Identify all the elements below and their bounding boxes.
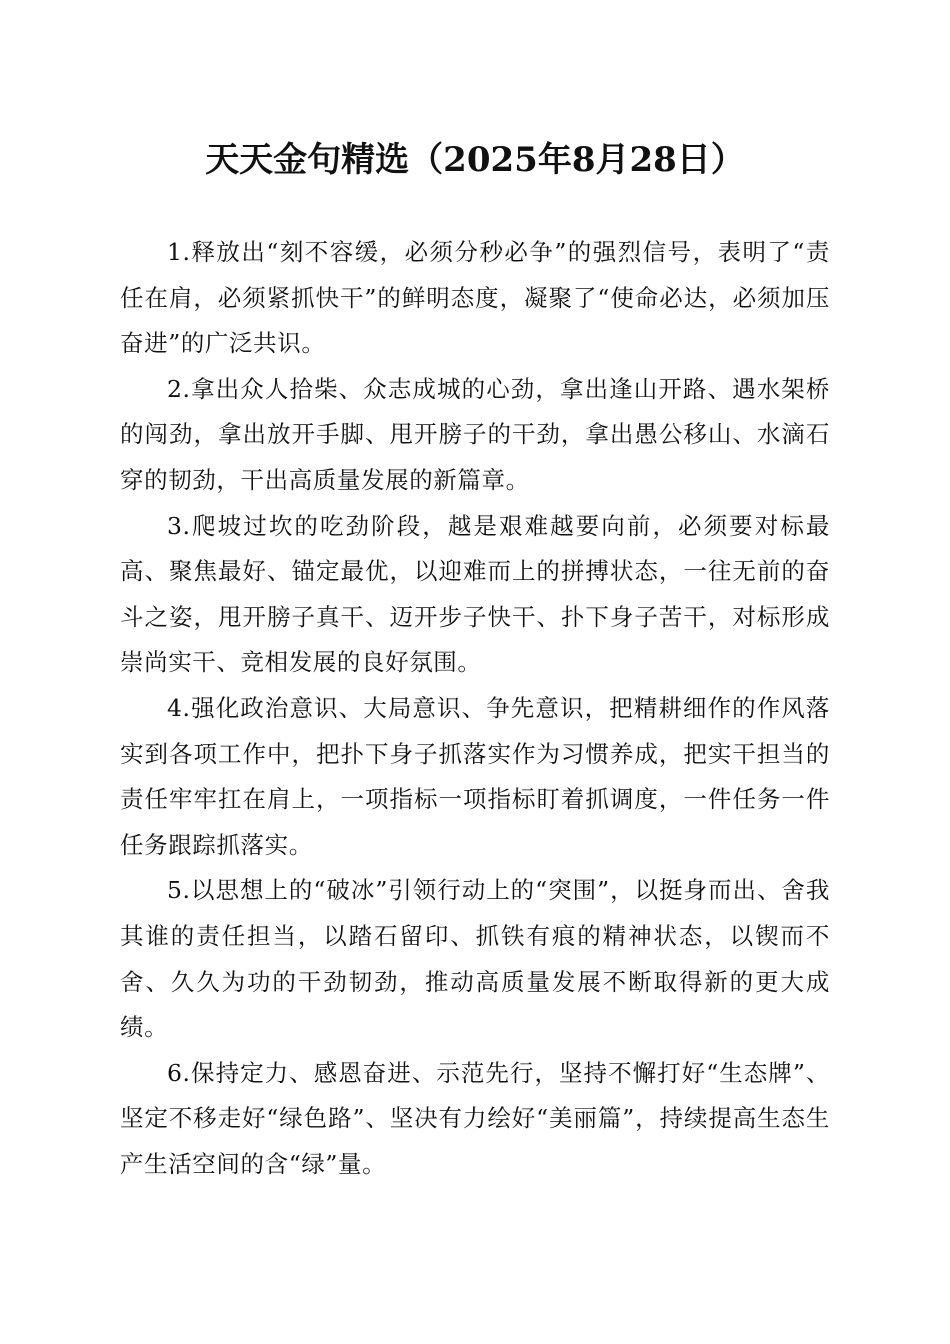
- paragraph-3: 3.爬坡过坎的吃劲阶段，越是艰难越要向前，必须要对标最高、聚焦最好、锚定最优，以迎难而上的拼搏状态，一往无前的奋斗之姿，甩开膀子真干、迈开步子快干、扑下身子苦干，对标形成崇尚实干、竞相发展的良好氛围。: [120, 511, 830, 677]
- paragraph-2: 2.拿出众人拾柴、众志成城的心劲，拿出逢山开路、遇水架桥的闯劲，拿出放开手脚、甩开膀子的干劲，拿出愚公移山、水滴石穿的韧劲，干出高质量发展的新篇章。: [120, 374, 830, 494]
- paragraph-4: 4.强化政治意识、大局意识、争先意识，把精耕细作的作风落实到各项工作中，把扑下身子抓落实作为习惯养成，把实干担当的责任牢牢扛在肩上，一项指标一项指标盯着抓调度，一件任务一件任务跟踪抓落实。: [120, 693, 830, 859]
- paragraph-5: 5.以思想上的“破冰”引领行动上的“突围”，以挺身而出、舍我其谁的责任担当，以踏石留印、抓铁有痕的精神状态，以锲而不舍、久久为功的干劲韧劲，推动高质量发展不断取得新的更大成绩。: [120, 876, 830, 1042]
- paragraph-6: 6.保持定力、感恩奋进、示范先行，坚持不懈打好“生态牌”、坚定不移走好“绿色路”、坚决有力绘好“美丽篇”，持续提高生态生产生活空间的含“绿”量。: [120, 1058, 830, 1178]
- document-body: [120, 230, 830, 1187]
- paragraph-1: 1.释放出“刻不容缓，必须分秒必争”的强烈信号，表明了“责任在肩，必须紧抓快干”的鲜明态度，凝聚了“使命必达，必须加压奋进”的广泛共识。: [120, 238, 830, 358]
- document-title: 天天金句精选（2025年8月28日）: [205, 140, 745, 180]
